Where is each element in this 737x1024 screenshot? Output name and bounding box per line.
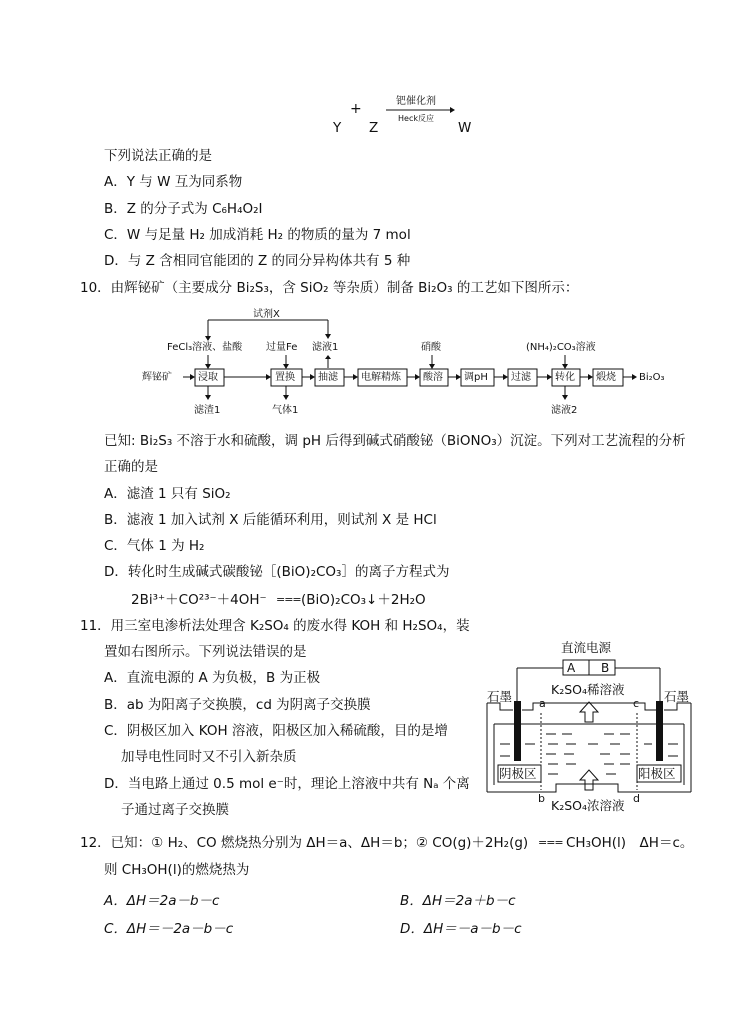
membrane-d-label: d — [633, 792, 640, 805]
convert-label: 转化 — [555, 372, 575, 383]
catalyst-label: 钯催化剂 — [396, 96, 436, 107]
membrane-a-label: a — [539, 697, 546, 710]
graphite-right-label: 石墨 — [664, 689, 690, 704]
nitric-acid-label: 硝酸 — [421, 342, 441, 353]
plus-sign: + — [350, 101, 362, 117]
q10-option-d: D．转化时生成碱式碳酸铋［(BiO)₂CO₃］的离子方程式为 — [104, 564, 450, 580]
q9-option-b: B．Z 的分子式为 C₆H₄O₂I — [104, 201, 263, 217]
q9-option-c: C．W 与足量 H₂ 加成消耗 H₂ 的物质的量为 7 mol — [104, 227, 411, 243]
q11-option-d-line1: D．当电路上通过 0.5 mol e⁻时，理论上溶液中共有 Nₐ 个离 — [104, 776, 470, 792]
filtrate2-label: 滤液2 — [551, 405, 578, 416]
q9-stem: 下列说法正确的是 — [104, 148, 212, 164]
right-electrode — [656, 701, 663, 761]
q11-option-c-line2: 加导电性同时又不引入新杂质 — [121, 749, 297, 765]
reaction-name-label: Heck反应 — [398, 114, 434, 123]
q10-stem: 10．由辉铋矿（主要成分 Bi₂S₃，含 SiO₂ 等杂质）制备 Bi₂O₃ 的工艺如下图所示： — [80, 280, 579, 296]
q12-stem-right: CH₃OH(l) ΔH＝c。 — [566, 835, 694, 851]
q10-option-b: B．滤液 1 加入试剂 X 后能循环利用，则试剂 X 是 HCl — [104, 512, 437, 528]
compound-w-label: W — [458, 120, 472, 136]
concentrated-solution-label: K₂SO₄浓溶液 — [551, 798, 625, 813]
q12-stem-line2: 则 CH₃OH(l)的燃烧热为 — [104, 862, 250, 878]
q11-option-c-line1: C．阴极区加入 KOH 溶液，阳极区加入稀硫酸，目的是增 — [104, 723, 448, 739]
q10-option-a: A．滤渣 1 只有 SiO₂ — [104, 486, 231, 502]
left-electrode — [514, 701, 521, 761]
q9-option-a: A．Y 与 W 互为同系物 — [104, 174, 243, 190]
q12-stem-left: 12．已知：① H₂、CO 燃烧热分别为 ΔH＝a、ΔH＝b；② CO(g)＋2H₂(g) — [80, 835, 529, 851]
q12-option-a: A．ΔH＝2a－b－c — [104, 893, 220, 909]
adjust-ph-label: 调pH — [464, 372, 488, 383]
suction-label: 抽滤 — [318, 372, 338, 383]
q12-option-d: D．ΔH＝－a－b－c — [400, 921, 522, 937]
q11-option-b: B．ab 为阳离子交换膜，cd 为阴离子交换膜 — [104, 697, 371, 713]
q11-stem-line1: 11．用三室电渗析法处理含 K₂SO₄ 的废水得 KOH 和 H₂SO₄，装 — [80, 618, 470, 634]
q10-option-c: C．气体 1 为 H₂ — [104, 538, 205, 554]
membrane-b-label: b — [538, 792, 545, 805]
anode-zone-label: 阳极区 — [638, 766, 676, 781]
q12-stem-arrow: === — [538, 836, 563, 849]
excess-fe-label: 过量Fe — [266, 342, 298, 353]
acid-dissolve-label: 酸溶 — [423, 372, 443, 383]
q11-stem-line2: 置如右图所示。下列说法错误的是 — [104, 644, 307, 660]
q9-option-d: D．与 Z 含相同官能团的 Z 的同分异构体共有 5 种 — [104, 253, 411, 269]
equation-left: 2Bi³⁺＋CO²³⁻＋4OH⁻ — [131, 592, 267, 608]
q10-known-line1: 已知: Bi₂S₃ 不溶于水和硫酸，调 pH 后得到碱式硝酸铋（BiONO₃）沉淀。下列对工艺流程的分析 — [104, 433, 686, 449]
q12-option-b: B．ΔH＝2a＋b－c — [400, 893, 516, 909]
cathode-zone-label: 阴极区 — [499, 766, 537, 781]
q11-option-a: A．直流电源的 A 为负极，B 为正极 — [104, 670, 321, 686]
q12-option-c: C．ΔH＝－2a－b－c — [104, 921, 234, 937]
nh4co3-label: (NH₄)₂CO₃溶液 — [526, 342, 596, 353]
q10-known-line2: 正确的是 — [104, 459, 158, 475]
residue1-label: 滤渣1 — [194, 405, 221, 416]
calcine-label: 煅烧 — [596, 372, 616, 383]
leach-label: 浸取 — [198, 372, 218, 383]
ore-label: 辉铋矿 — [142, 372, 172, 383]
product-label: Bi₂O₃ — [639, 372, 665, 383]
terminal-b-label: B — [601, 661, 610, 675]
power-label: 直流电源 — [561, 640, 612, 655]
dilute-solution-label: K₂SO₄稀溶液 — [551, 682, 625, 697]
filter-label: 过滤 — [511, 372, 531, 383]
compound-z-label: Z — [369, 120, 379, 136]
q11-option-d-line2: 子通过离子交换膜 — [121, 802, 229, 818]
membrane-c-label: c — [633, 697, 640, 710]
graphite-left-label: 石墨 — [487, 689, 513, 704]
equation-arrow: === — [276, 593, 301, 606]
compound-y-label: Y — [333, 120, 342, 136]
electro-label: 电解精炼 — [361, 372, 401, 383]
gas1-label: 气体1 — [272, 405, 299, 416]
fecl3-label: FeCl₃溶液、盐酸 — [167, 342, 243, 353]
equation-right: (BiO)₂CO₃↓＋2H₂O — [301, 592, 426, 608]
replace-label: 置换 — [275, 372, 295, 383]
terminal-a-label: A — [567, 661, 576, 675]
reagent-x-label: 试剂X — [253, 309, 280, 320]
filtrate1-top-label: 滤液1 — [312, 342, 339, 353]
